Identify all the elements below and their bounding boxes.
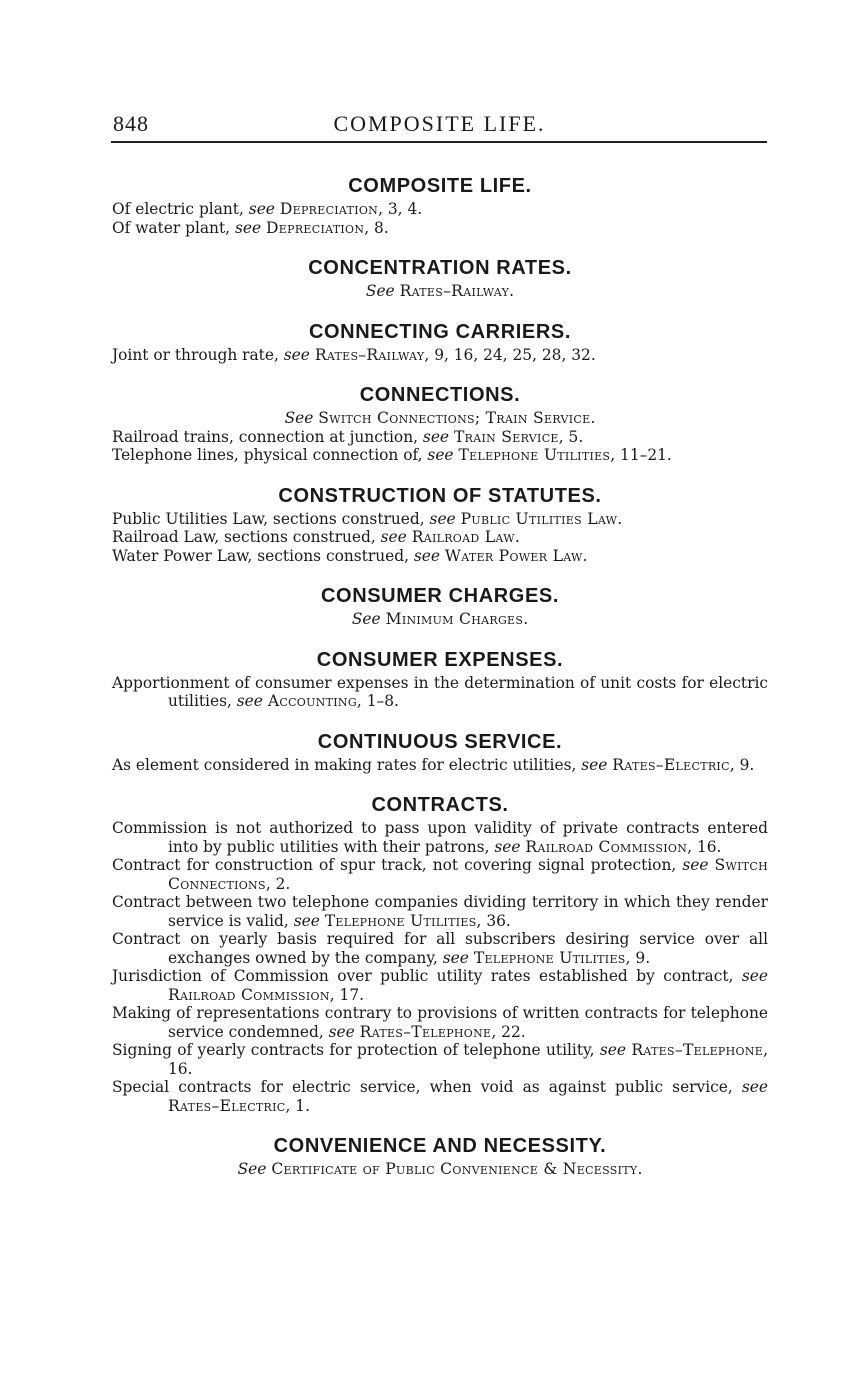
cross-reference: Telephone Utilities bbox=[458, 446, 611, 464]
index-entry bbox=[112, 255, 768, 301]
see-word: see bbox=[293, 911, 320, 930]
entry-heading: CONTRACTS. bbox=[371, 794, 509, 816]
see-word: see bbox=[494, 837, 521, 856]
reference-locator: , 22. bbox=[491, 1022, 526, 1041]
reference-locator: . bbox=[590, 409, 596, 427]
reference-locator: , 16. bbox=[687, 837, 722, 856]
reference-locator: . bbox=[582, 546, 588, 565]
see-word: see bbox=[429, 509, 456, 528]
cross-reference: Railroad Commission bbox=[525, 837, 688, 856]
see-word: see bbox=[442, 948, 469, 967]
see-also-line bbox=[112, 409, 768, 428]
index-entry bbox=[112, 173, 768, 237]
reference-locator: . bbox=[637, 1160, 643, 1178]
cross-reference: Rates–Electric bbox=[168, 1096, 286, 1115]
entry-text: Jurisdiction of Commission over public utility rates established by contract, bbox=[112, 967, 734, 985]
see-word: see bbox=[682, 856, 709, 874]
see-word: see bbox=[427, 446, 454, 464]
entry-text: Contract between two telephone companies dividing territory in which they render service is valid, bbox=[112, 893, 768, 930]
entry-line bbox=[112, 893, 768, 930]
entry-heading: CONNECTIONS. bbox=[359, 384, 521, 406]
reference-locator: , 5. bbox=[558, 427, 584, 446]
entry-line bbox=[112, 446, 768, 465]
entry-text: Railroad Law, sections construed, bbox=[112, 528, 376, 546]
reference-locator: , 17. bbox=[329, 985, 365, 1004]
entry-text: As element considered in making rates for electric utilities, bbox=[112, 755, 577, 774]
reference-locator: , 9. bbox=[625, 948, 651, 967]
entry-heading: CONVENIENCE AND NECESSITY. bbox=[273, 1135, 607, 1157]
cross-reference: Switch Connections; Train Service bbox=[318, 409, 591, 427]
entry-line bbox=[112, 1004, 768, 1041]
see-word: See bbox=[237, 1160, 267, 1178]
entry-line bbox=[112, 219, 768, 238]
reference-locator: , 2. bbox=[265, 874, 291, 893]
cross-reference: Water Power Law bbox=[444, 546, 583, 565]
entry-text: Contract on yearly basis required for all subscribers desiring service over all exchanges owned by the company, bbox=[112, 930, 768, 967]
cross-reference: Railroad Commission bbox=[168, 985, 330, 1004]
reference-locator: , 11–21. bbox=[610, 446, 672, 464]
see-word: See bbox=[351, 610, 381, 628]
entry-line bbox=[112, 674, 768, 711]
index-entry bbox=[112, 792, 768, 1115]
entry-text: Of water plant, bbox=[112, 218, 231, 237]
entry-line bbox=[112, 930, 768, 967]
reference-locator: , 16. bbox=[168, 1041, 768, 1078]
entry-line bbox=[112, 756, 768, 775]
entry-text: Contract for construction of spur track, not covering signal protection, bbox=[112, 856, 677, 874]
entry-text: Special contracts for electric service, when void as against public service, bbox=[112, 1078, 733, 1096]
entry-heading: COMPOSITE LIFE. bbox=[348, 175, 532, 197]
entry-line bbox=[112, 856, 768, 893]
cross-reference: Railroad Law bbox=[411, 528, 515, 546]
entry-text: Making of representations contrary to provisions of written contracts for telephone service condemned, bbox=[112, 1004, 768, 1041]
running-title: COMPOSITE LIFE. bbox=[333, 111, 546, 136]
see-also-line bbox=[112, 610, 768, 629]
entry-heading: CONSUMER EXPENSES. bbox=[316, 648, 564, 671]
cross-reference: Rates–Railway bbox=[314, 345, 425, 364]
page-number: 848 bbox=[113, 111, 149, 136]
index-entry bbox=[112, 1133, 768, 1179]
entry-heading: CONSTRUCTION OF STATUTES. bbox=[278, 484, 602, 507]
entry-heading: CONTINUOUS SERVICE. bbox=[317, 730, 563, 753]
cross-reference: Rates–Electric bbox=[612, 755, 730, 774]
entry-text: Commission is not authorized to pass upon validity of private contracts entered into by public utilities with their patrons, bbox=[112, 819, 768, 856]
see-word: see bbox=[380, 528, 407, 546]
entry-line bbox=[112, 510, 768, 529]
reference-locator: , 36. bbox=[476, 911, 511, 930]
reference-locator: , 1. bbox=[285, 1096, 310, 1115]
entry-line bbox=[112, 819, 768, 856]
see-word: See bbox=[284, 409, 314, 427]
reference-locator: . bbox=[523, 610, 529, 628]
cross-reference: Accounting bbox=[267, 692, 357, 710]
see-word: see bbox=[248, 200, 275, 218]
see-word: see bbox=[581, 755, 608, 774]
running-header bbox=[113, 111, 766, 137]
cross-reference: Rates–Railway bbox=[399, 282, 510, 300]
entry-line bbox=[112, 346, 768, 365]
reference-locator: . bbox=[617, 509, 623, 528]
see-also-line bbox=[112, 1160, 768, 1179]
reference-locator: , 1–8. bbox=[356, 692, 399, 710]
index-entry bbox=[112, 382, 768, 465]
cross-reference: Public Utilities Law bbox=[460, 509, 618, 528]
entry-heading: CONCENTRATION RATES. bbox=[308, 257, 572, 279]
index-entry bbox=[112, 483, 768, 566]
index-entries bbox=[112, 173, 768, 1197]
reference-locator: , 8. bbox=[364, 218, 389, 237]
entry-line bbox=[112, 1078, 768, 1115]
entry-heading: CONSUMER CHARGES. bbox=[321, 585, 559, 607]
entry-line bbox=[112, 967, 768, 1004]
cross-reference: Switch Connections bbox=[168, 856, 768, 893]
index-entry bbox=[112, 647, 768, 711]
cross-reference: Certificate of Public Convenience & Necessity bbox=[271, 1160, 638, 1178]
reference-locator: . bbox=[509, 282, 515, 300]
see-word: see bbox=[283, 345, 310, 364]
reference-locator: . bbox=[514, 528, 520, 546]
index-entry bbox=[112, 583, 768, 629]
entry-line bbox=[112, 1041, 768, 1078]
entry-line bbox=[112, 428, 768, 447]
see-word: see bbox=[422, 427, 450, 446]
entry-text: Water Power Law, sections construed, bbox=[112, 546, 409, 565]
see-word: See bbox=[365, 282, 395, 300]
cross-reference: Rates–Telephone bbox=[359, 1022, 492, 1041]
entry-text: Of electric plant, bbox=[112, 200, 244, 218]
entry-text: Signing of yearly contracts for protection of telephone utility, bbox=[112, 1041, 595, 1059]
cross-reference: Train Service bbox=[453, 427, 559, 446]
entry-text: Telephone lines, physical connection of, bbox=[112, 446, 423, 464]
cross-reference: Depreciation bbox=[265, 218, 365, 237]
cross-reference: Minimum Charges bbox=[385, 610, 524, 628]
see-word: see bbox=[741, 967, 768, 985]
see-word: see bbox=[234, 218, 262, 237]
cross-reference: Telephone Utilities bbox=[324, 911, 477, 930]
entry-text: Public Utilities Law, sections construed, bbox=[112, 509, 425, 528]
index-entry bbox=[112, 319, 768, 365]
entry-heading: CONNECTING CARRIERS. bbox=[308, 320, 571, 343]
entry-text: Apportionment of consumer expenses in the determination of unit costs for electric utilities, bbox=[112, 673, 768, 710]
cross-reference: Rates–Telephone bbox=[631, 1041, 764, 1059]
index-entry bbox=[112, 729, 768, 775]
see-word: see bbox=[328, 1022, 355, 1041]
see-also-line bbox=[112, 282, 768, 301]
see-word: see bbox=[236, 692, 263, 710]
cross-reference: Depreciation bbox=[279, 200, 379, 218]
cross-reference: Telephone Utilities bbox=[473, 948, 626, 967]
entry-line bbox=[112, 200, 768, 219]
entry-line bbox=[112, 547, 768, 566]
reference-locator: , 9, 16, 24, 25, 28, 32. bbox=[424, 345, 596, 364]
reference-locator: , 3, 4. bbox=[378, 200, 423, 218]
entry-text: Railroad trains, connection at junction, bbox=[112, 427, 419, 446]
header-rule bbox=[111, 141, 767, 143]
see-word: see bbox=[599, 1041, 627, 1059]
reference-locator: , 9. bbox=[729, 755, 755, 774]
entry-text: Joint or through rate, bbox=[112, 345, 279, 364]
see-word: see bbox=[741, 1078, 768, 1096]
entry-line bbox=[112, 528, 768, 547]
see-word: see bbox=[413, 546, 440, 565]
